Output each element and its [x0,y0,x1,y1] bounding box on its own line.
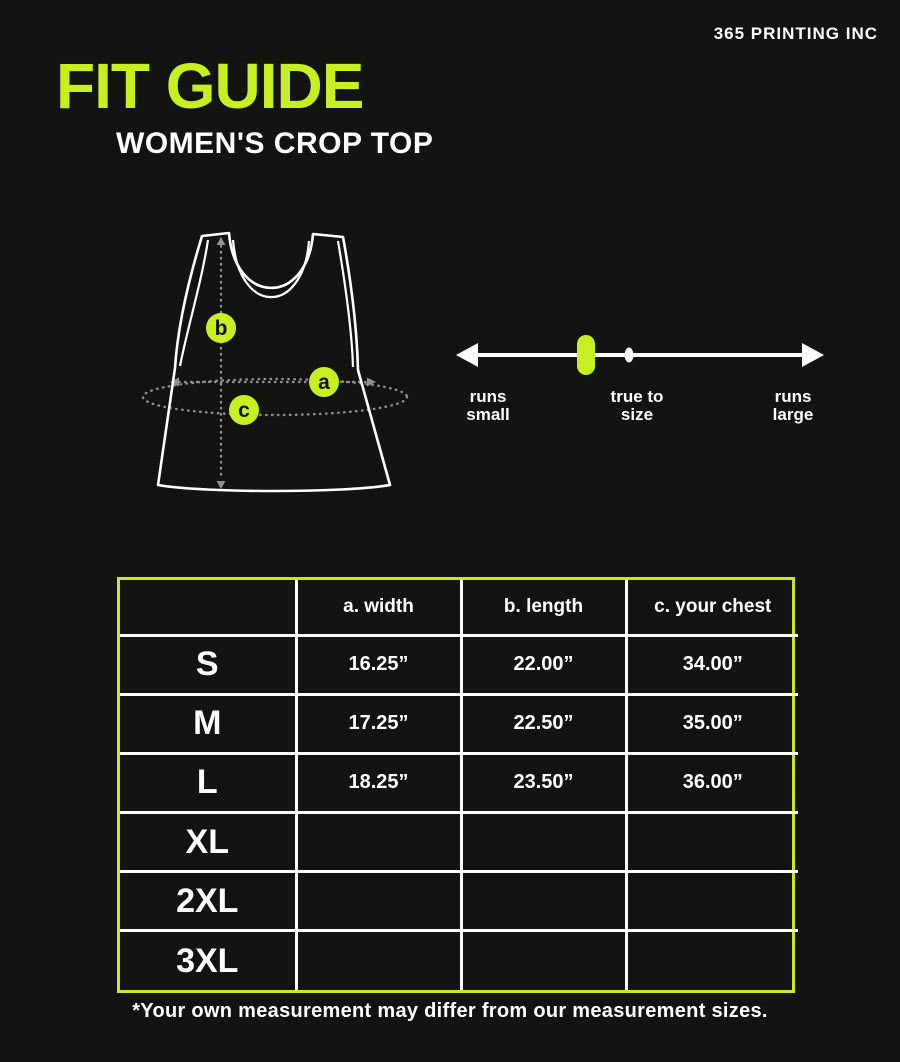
shirt-outline [158,233,390,491]
table-header-row [120,580,798,635]
length-arrow-down-icon [217,481,226,489]
fit-scale [450,322,830,388]
table-row-3xl [120,931,798,990]
marker-c-label: c [238,399,250,422]
col-header-chest: c. your chest [626,580,798,635]
chest-cell [626,813,798,872]
marker-b-label: b [214,317,228,340]
page-subtitle: WOMEN'S CROP TOP [116,127,434,160]
fit-scale-arrow-left-icon [456,343,478,367]
table-row-m [120,694,798,753]
size-cell: L [120,753,296,812]
chest-cell: 35.00” [626,694,798,753]
fit-scale-arrow-right-icon [802,343,824,367]
length-arrow-up-icon [217,237,226,245]
measurement-disclaimer: *Your own measurement may differ from our measurement sizes. [132,1000,768,1022]
chest-cell: 34.00” [626,635,798,694]
fit-scale-center-tick [625,348,634,363]
size-table [120,580,798,990]
marker-a-label: a [318,371,330,394]
length-cell [461,872,626,931]
chest-cell [626,872,798,931]
col-header-length: b. length [461,580,626,635]
marker-c [229,395,259,425]
table-row-2xl [120,872,798,931]
fit-marker-pill [577,335,595,375]
size-cell: 3XL [120,931,296,990]
table-row-xl [120,813,798,872]
width-cell [296,931,461,990]
length-cell: 23.50” [461,753,626,812]
length-cell: 22.50” [461,694,626,753]
size-cell: XL [120,813,296,872]
width-cell [296,872,461,931]
width-cell [296,813,461,872]
length-cell [461,931,626,990]
page-title: FIT GUIDE [56,50,364,122]
size-cell: 2XL [120,872,296,931]
shirt-right-armhole-seam [338,241,353,367]
size-table-container [117,577,795,993]
fit-label-runs-large: runs large [772,387,814,424]
chest-cell [626,931,798,990]
brand-text: 365 PRINTING INC [713,24,878,43]
fit-label-runs-small: runs small [466,387,510,424]
width-cell: 18.25” [296,753,461,812]
marker-a [309,367,339,397]
table-row-l [120,753,798,812]
marker-b [206,313,236,343]
fit-label-true-to-size: true to size [610,387,664,424]
chest-cell: 36.00” [626,753,798,812]
length-cell [461,813,626,872]
col-header-width: a. width [296,580,461,635]
width-cell: 17.25” [296,694,461,753]
table-row-s [120,635,798,694]
size-cell: S [120,635,296,694]
length-cell: 22.00” [461,635,626,694]
col-header-size [120,580,296,635]
size-cell: M [120,694,296,753]
crop-top-diagram [125,210,425,510]
width-cell: 16.25” [296,635,461,694]
